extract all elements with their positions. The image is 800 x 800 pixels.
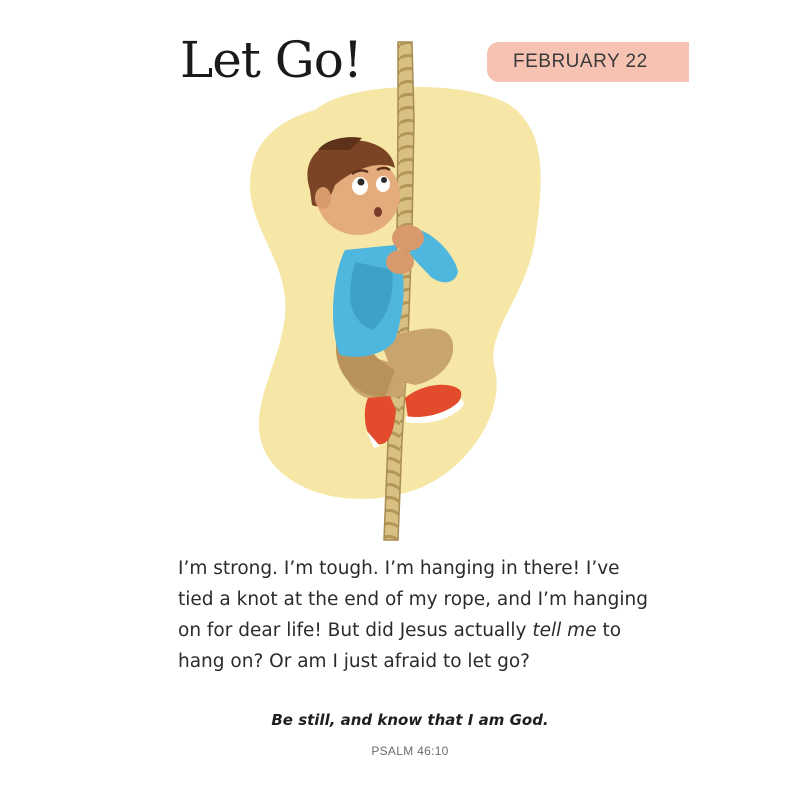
body-text-emphasis: tell me bbox=[532, 620, 597, 641]
body-text-part-1: I’m strong. I’m tough. I’m hanging in there! I’ve tied a knot at the end of my rope, and I’m hanging on for dear life! But did Jesus actually bbox=[178, 558, 648, 641]
date-label: FEBRUARY 22 bbox=[513, 51, 648, 72]
body-text-part-2: to hang on? Or am I just afraid to let go? bbox=[178, 620, 622, 672]
page-title: Let Go! bbox=[180, 31, 362, 89]
scripture-citation: PSALM 46:10 bbox=[371, 744, 449, 758]
scripture-verse: Be still, and know that I am God. bbox=[271, 711, 549, 729]
devotional-body bbox=[178, 553, 648, 677]
